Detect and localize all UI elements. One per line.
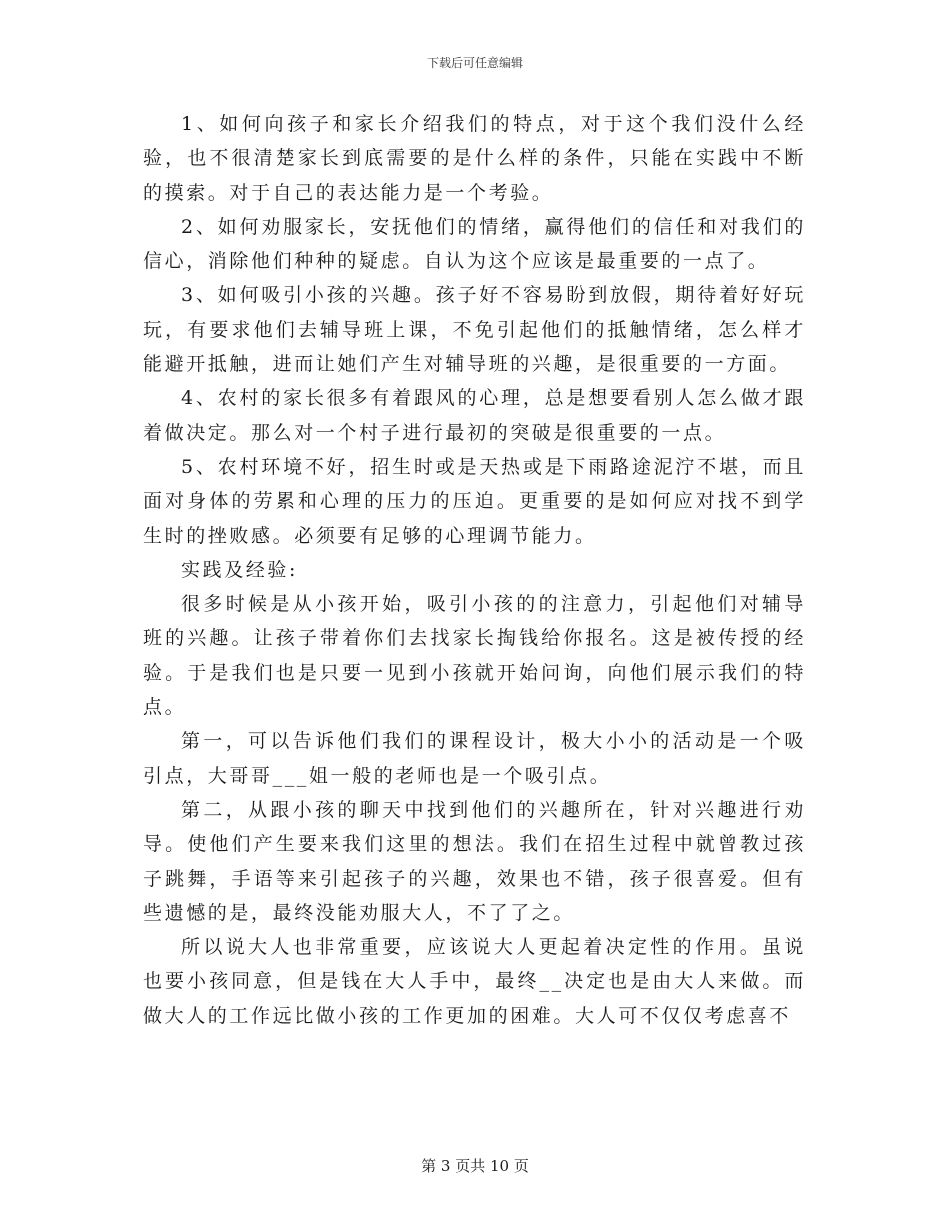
section-heading: 实践及经验:: [181, 558, 299, 581]
paragraph-5: 5、农村环境不好，招生时或是天热或是下雨路途泥泞不堪，而且面对身体的劳累和心理的压力的压迫。更重要的是如何应对找不到学生时的挫败感。必须要有足够的心理调节能力。: [143, 455, 806, 547]
paragraph-7: 很多时候是从小孩开始，吸引小孩的的注意力，引起他们对辅导班的兴趣。让孩子带着你们去找家长掏钱给你报名。这是被传授的经验。于是我们也是只要一见到小孩就开始问询，向他们展示我们的特点。: [143, 593, 806, 719]
document-body: [143, 107, 806, 1033]
paragraph-4: 4、农村的家长很多有着跟风的心理，总是想要看别人怎么做才跟着做决定。那么对一个村子进行最初的突破是很重要的一点。: [143, 387, 806, 444]
paragraph-3: 3、如何吸引小孩的兴趣。孩子好不容易盼到放假，期待着好好玩玩，有要求他们去辅导班上课，不免引起他们的抵触情绪，怎么样才能避开抵触，进而让她们产生对辅导班的兴趣，是很重要的一方面。: [143, 284, 806, 376]
paragraph-10: 所以说大人也非常重要，应该说大人更起着决定性的作用。虽说也要小孩同意，但是钱在大人手中，最终__决定也是由大人来做。而做大人的工作远比做小孩的工作更加的困难。大人可不仅仅考虑喜不: [143, 936, 806, 1027]
paragraph-2: 2、如何劝服家长，安抚他们的情绪，赢得他们的信任和对我们的信心，消除他们种种的疑虑。自认为这个应该是最重要的一点了。: [143, 215, 806, 273]
paragraph-8: 第一，可以告诉他们我们的课程设计，极大小小的活动是一个吸引点，大哥哥___姐一般的老师也是一个吸引点。: [143, 730, 806, 787]
paragraph-1: 1、如何向孩子和家长介绍我们的特点，对于这个我们没什么经验，也不很清楚家长到底需要的是什么样的条件，只能在实践中不断的摸索。对于自己的表达能力是一个考验。: [143, 113, 806, 204]
page-header: 下载后可任意编辑: [426, 56, 523, 70]
paragraph-9: 第二，从跟小孩的聊天中找到他们的兴趣所在，针对兴趣进行劝导。使他们产生要来我们这里的想法。我们在招生过程中就曾教过孩子跳舞，手语等来引起孩子的兴趣，效果也不错，孩子很喜爱。但有些遗憾的是，最终没能劝服大人，不了了之。: [143, 798, 806, 924]
page-footer: 第 3 页共 10 页: [421, 1157, 529, 1175]
